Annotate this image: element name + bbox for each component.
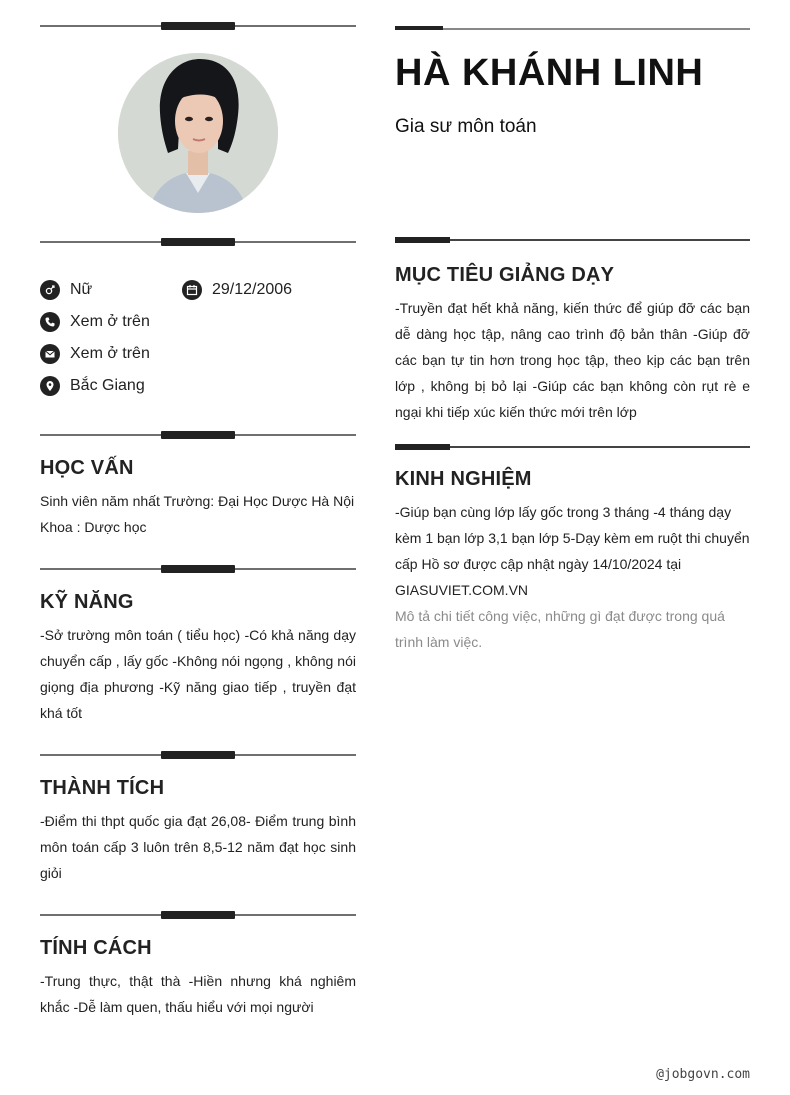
birthdate-row bbox=[182, 279, 292, 301]
location-pin-icon bbox=[40, 376, 60, 396]
birthdate-value: 29/12/2006 bbox=[212, 281, 293, 298]
candidate-role: Gia sư môn toán bbox=[395, 116, 537, 137]
location-value: Bắc Giang bbox=[70, 377, 145, 394]
objective-title: MỤC TIÊU GIẢNG DẠY bbox=[395, 264, 615, 286]
gender-icon bbox=[40, 280, 60, 300]
site-watermark: @jobgovn.com bbox=[656, 1067, 750, 1082]
phone-icon bbox=[40, 312, 60, 332]
calendar-icon bbox=[182, 280, 202, 300]
personality-title: TÍNH CÁCH bbox=[40, 937, 152, 959]
personality-body: -Trung thực, thật thà -Hiền nhưng khá nghiêm khắc -Dễ làm quen, thấu hiểu với mọi người bbox=[40, 973, 356, 1015]
objective-body: -Truyền đạt hết khả năng, kiến thức để giúp đỡ các bạn dễ dàng học tập, nâng cao trình độ bản thân -Giúp đỡ các bạn tự tin hơn trong học tập, theo kịp các bạn trên lớp , không bị bỏ lại -Giúp các bạn không còn rụt rè e ngại khi tiếp xúc kiến thức mới trên lớp bbox=[395, 300, 750, 420]
achievements-body: -Điểm thi thpt quốc gia đạt 26,08- Điểm trung bình môn toán cấp 3 luôn trên 8,5-12 năm đạt học sinh giỏi bbox=[40, 813, 356, 881]
skills-body: -Sở trường môn toán ( tiểu học) -Có khả năng dạy chuyển cấp , lấy gốc -Không nói ngọng , không nói giọng địa phương -Kỹ năng giao tiếp , truyền đạt khá tốt bbox=[40, 627, 356, 721]
section-divider bbox=[40, 22, 356, 30]
header-divider bbox=[395, 26, 750, 32]
gender-row bbox=[40, 279, 92, 301]
phone-value: Xem ở trên bbox=[70, 313, 150, 330]
mail-icon bbox=[40, 344, 60, 364]
section-divider bbox=[40, 238, 356, 246]
email-value: Xem ở trên bbox=[70, 345, 150, 362]
profile-photo bbox=[118, 53, 278, 213]
section-divider bbox=[395, 237, 750, 243]
experience-title: KINH NGHIỆM bbox=[395, 468, 532, 490]
location-row bbox=[40, 375, 145, 397]
section-divider bbox=[40, 911, 356, 919]
email-row bbox=[40, 343, 150, 365]
candidate-name: HÀ KHÁNH LINH bbox=[395, 52, 704, 94]
gender-value: Nữ bbox=[70, 281, 93, 298]
skills-title: KỸ NĂNG bbox=[40, 591, 134, 613]
phone-row bbox=[40, 311, 150, 333]
education-title: HỌC VẤN bbox=[40, 457, 134, 479]
experience-placeholder: Mô tả chi tiết công việc, những gì đạt được trong quá trình làm việc. bbox=[395, 608, 725, 650]
section-divider bbox=[40, 431, 356, 439]
experience-body: -Giúp bạn cùng lớp lấy gốc trong 3 tháng -4 tháng dạy kèm 1 bạn lớp 3,1 bạn lớp 5-Dạy kèm em ruột thi chuyển cấp Hồ sơ được cập nhật ngày 14/10/2024 tại GIASUVIET.COM.VN bbox=[395, 504, 750, 598]
section-divider bbox=[40, 751, 356, 759]
achievements-title: THÀNH TÍCH bbox=[40, 777, 165, 799]
education-body: Sinh viên năm nhất Trường: Đại Học Dược Hà Nội Khoa : Dược học bbox=[40, 493, 355, 535]
section-divider bbox=[40, 565, 356, 573]
section-divider bbox=[395, 444, 750, 450]
avatar bbox=[118, 53, 278, 213]
